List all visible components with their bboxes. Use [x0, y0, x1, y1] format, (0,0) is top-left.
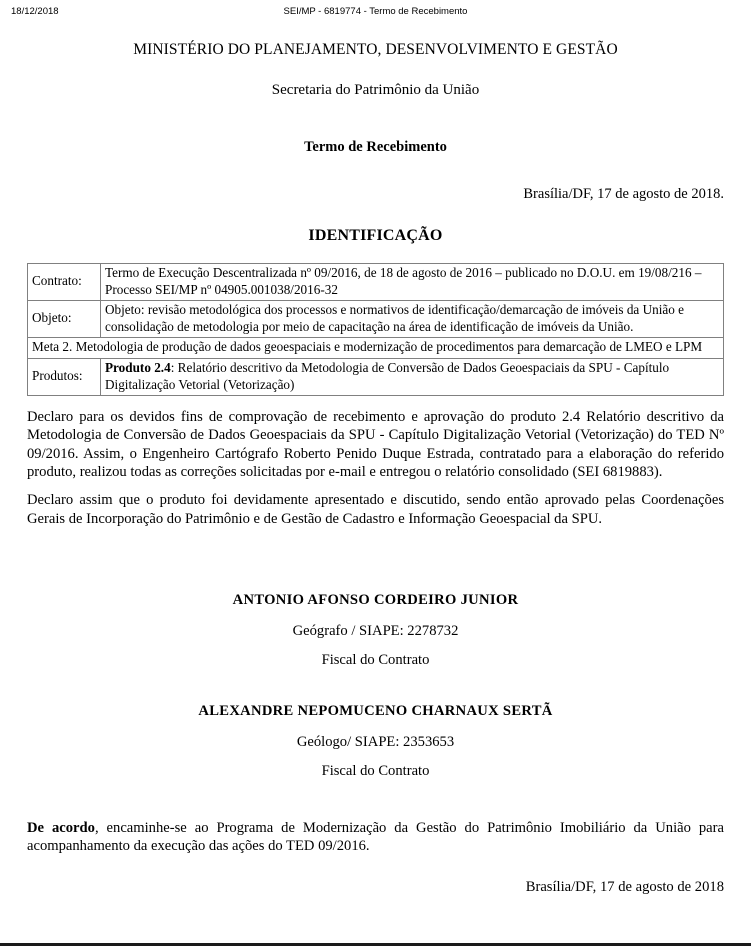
document-page [0, 26, 751, 896]
table-row [28, 358, 724, 395]
table-cell-value-produtos [101, 358, 724, 395]
section-title-identificacao: IDENTIFICAÇÃO [308, 227, 443, 244]
signature-role: Geógrafo / SIAPE: 2278732 [292, 622, 459, 639]
place-and-date: Brasília/DF, 17 de agosto de 2018. [523, 186, 724, 202]
table-cell-label-contrato: Contrato: [28, 264, 101, 301]
table-cell-label-objeto: Objeto: [28, 301, 101, 338]
signature-block-fiscal-1 [27, 591, 724, 670]
paragraph-approval [27, 819, 724, 856]
approval-prefix: De acordo [27, 819, 95, 836]
approval-text: , encaminhe-se ao Programa de Modernização da Gestão do Patrimônio Imobiliário da União para acompanhamento da execução das ações do TED 09/2016. [27, 819, 724, 855]
signature-function: Fiscal do Contrato [321, 762, 430, 779]
signature-function: Fiscal do Contrato [321, 651, 430, 668]
signature-name: ANTONIO AFONSO CORDEIRO JUNIOR [232, 591, 519, 608]
organization-title: MINISTÉRIO DO PLANEJAMENTO, DESENVOLVIMENTO E GESTÃO [133, 41, 618, 58]
produto-code: Produto 2.4 [105, 359, 171, 375]
table-row [28, 264, 724, 301]
print-header [0, 0, 751, 26]
department-subtitle: Secretaria do Patrimônio da União [271, 82, 480, 98]
page-bottom-rule [0, 943, 751, 946]
signature-spacer [27, 528, 724, 591]
document-title: Termo de Recebimento [304, 139, 447, 155]
paragraph-declaration-1: Declaro para os devidos fins de comprovação de recebimento e aprovação do produto 2.4 Relatório descritivo da Metodologia de Conversão de Dados Geoespaciais da SPU - Capítulo Digitalização Vetorial (Vetorização) do TED Nº 09/2016. Assim, o Engenheiro Cartógrafo Roberto Penido Duque Estrada, contratado para a elaboração do referido produto, realizou todas as correções solicitadas por e-mail e entregou o relatório consolidado (SEI 6819883). [27, 409, 724, 481]
table-row [28, 338, 724, 359]
signature-block-fiscal-2 [27, 702, 724, 781]
print-header-title: SEI/MP - 6819774 - Termo de Recebimento [283, 6, 468, 17]
signature-spacer [27, 670, 724, 702]
identification-table [27, 263, 724, 396]
signature-role: Geólogo/ SIAPE: 2353653 [296, 733, 455, 750]
produto-description: : Relatório descritivo da Metodologia de Conversão de Dados Geoespaciais da SPU - Capítulo Digitalização Vetorial (Vetorização) [105, 359, 670, 392]
table-cell-value-objeto: Objeto: revisão metodológica dos processos e normativos de identificação/demarcação de imóveis da União e consolidação de metodologia por meio de capacitação na área de identificação de imóveis da União. [101, 301, 724, 338]
print-header-date: 18/12/2018 [11, 6, 59, 17]
signature-name: ALEXANDRE NEPOMUCENO CHARNAUX SERTÃ [198, 702, 553, 719]
paragraph-declaration-2: Declaro assim que o produto foi devidamente apresentado e discutido, sendo então aprovado pelas Coordenações Gerais de Incorporação do Patrimônio e de Gestão de Cadastro e Informação Geoespacial da SPU. [27, 492, 724, 527]
final-place-and-date: Brasília/DF, 17 de agosto de 2018 [525, 878, 724, 895]
table-cell-value-contrato: Termo de Execução Descentralizada nº 09/2016, de 18 de agosto de 2016 – publicado no D.O.U. em 19/08/216 – Processo SEI/MP nº 04905.001038/2016-32 [101, 264, 724, 301]
document-content [27, 40, 724, 896]
table-row [28, 301, 724, 338]
table-cell-label-produtos: Produtos: [28, 358, 101, 395]
table-cell-meta2: Meta 2. Metodologia de produção de dados geoespaciais e modernização de procedimentos para demarcação de LMEO e LPM [28, 338, 724, 359]
